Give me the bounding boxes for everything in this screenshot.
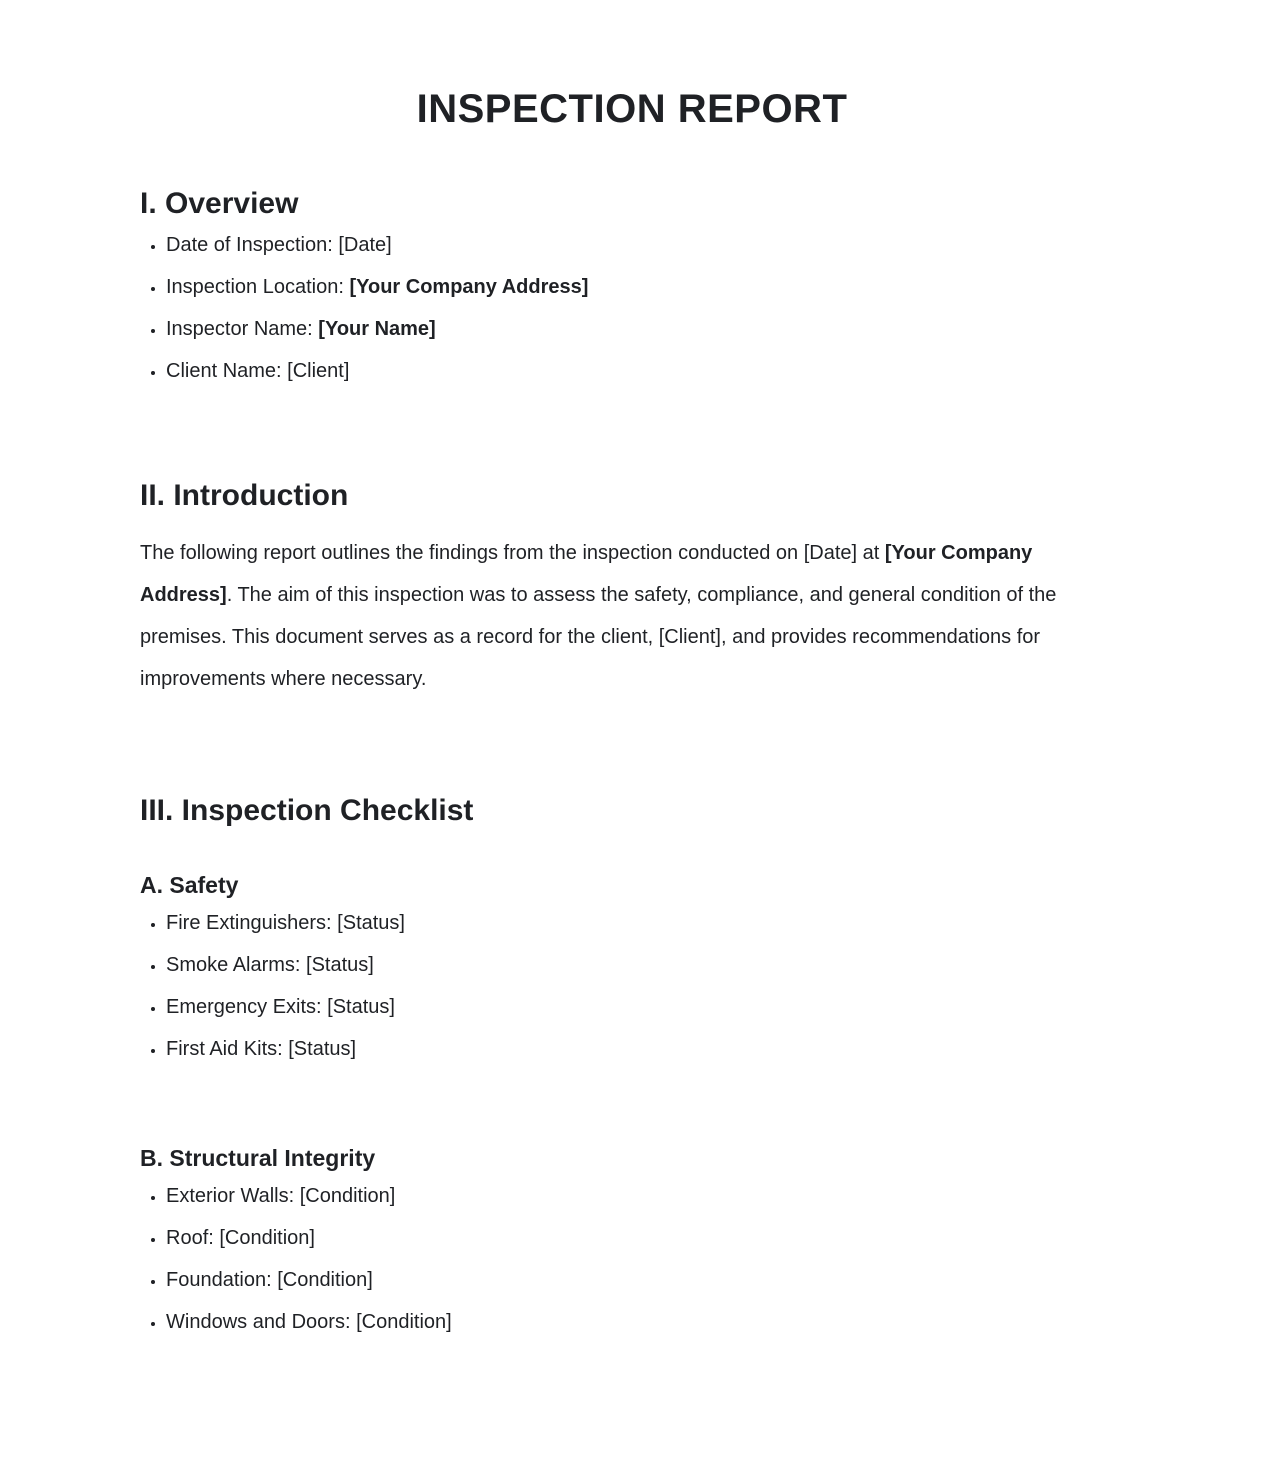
section-overview [140, 185, 1124, 385]
paragraph-bold-text: [Your Company Address] [140, 542, 1033, 606]
list-item [166, 231, 1124, 259]
list-item-bold-text: [Your Name] [318, 318, 436, 340]
list-item: • Fire Extinguishers: [Status] [166, 909, 1124, 937]
safety-list [140, 909, 1124, 1063]
overview-heading: I. Overview [140, 187, 299, 220]
list-item [166, 273, 1124, 301]
list-item: • First Aid Kits: [Status] [166, 1035, 1124, 1063]
list-item: • Emergency Exits: [Status] [166, 993, 1124, 1021]
section-introduction [140, 477, 1124, 700]
list-item: • Exterior Walls: [Condition] [166, 1182, 1124, 1210]
safety-subheading: A. Safety [140, 872, 239, 898]
list-item: • Windows and Doors: [Condition] [166, 1308, 1124, 1336]
list-item-bold-text: [Your Company Address] [349, 276, 589, 298]
paragraph-text: The following report outlines the findings from the inspection conducted on [Date] at [140, 542, 885, 564]
overview-list [140, 231, 1124, 385]
list-item: • Roof: [Condition] [166, 1224, 1124, 1252]
document-title: INSPECTION REPORT [416, 87, 848, 131]
list-item-text: Inspection Location: [166, 276, 350, 298]
introduction-heading: II. Introduction [140, 479, 349, 512]
structural-integrity-list [140, 1182, 1124, 1336]
list-item: • Foundation: [Condition] [166, 1266, 1124, 1294]
list-item [166, 315, 1124, 343]
list-item-text: Date of Inspection: [Date] [166, 234, 392, 256]
section-checklist [140, 792, 1124, 1336]
list-item [166, 357, 1124, 385]
list-item: • Smoke Alarms: [Status] [166, 951, 1124, 979]
checklist-heading: III. Inspection Checklist [140, 794, 474, 827]
list-item-text: Client Name: [Client] [166, 360, 350, 382]
paragraph-text: . The aim of this inspection was to assess the safety, compliance, and general condition of the premises. This document serves as a record for the client, [Client], and provides recommendations for improvements where necessary. [140, 584, 1057, 690]
introduction-paragraph [140, 532, 1124, 700]
structural-integrity-subheading: B. Structural Integrity [140, 1145, 376, 1171]
list-item-text: Inspector Name: [166, 318, 319, 340]
